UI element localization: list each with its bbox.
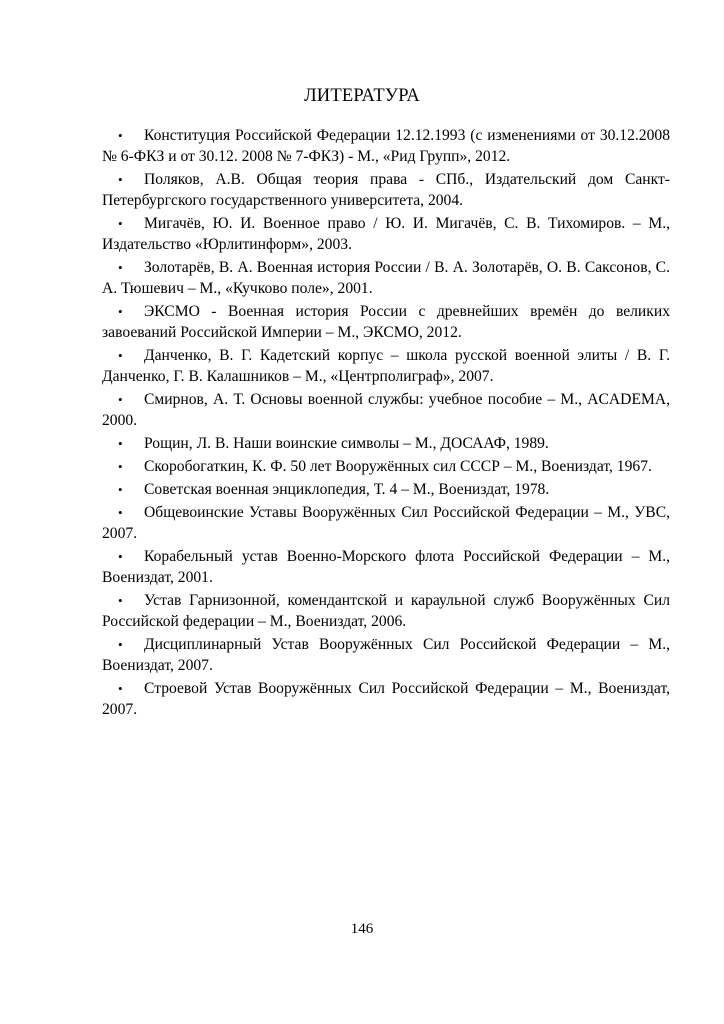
reference-text: Золотарёв, В. А. Военная история России / В. А. Золотарёв, О. В. Саксонов, С. А. Тюшевич – М., «Кучково поле», 2001. [102, 259, 670, 297]
reference-item [102, 301, 670, 343]
bullet-icon: • [118, 505, 123, 520]
reference-item [102, 456, 670, 477]
reference-text: Данченко, В. Г. Кадетский корпус – школа русской военной элиты / В. Г. Данченко, Г. В. Калашников – М., «Центрполиграф», 2007. [102, 347, 670, 385]
reference-text: Конституция Российской Федерации 12.12.1993 (с изменениями от 30.12.2008 № 6-ФКЗ и от 30.12. 2008 № 7-ФКЗ) - М., «Рид Групп», 2012. [102, 127, 670, 165]
reference-text: Рощин, Л. В. Наши воинские символы – М., ДОСААФ, 1989. [144, 435, 549, 452]
page-number: 146 [350, 921, 374, 937]
bullet-icon: • [118, 128, 123, 143]
bullet-icon: • [118, 593, 123, 608]
reference-text: Мигачёв, Ю. И. Военное право / Ю. И. Мигачёв, С. В. Тихомиров. – М., Издательство «Юрлитинформ», 2003. [102, 215, 670, 253]
bullet-icon: • [118, 260, 123, 275]
bullet-icon: • [118, 172, 123, 187]
reference-item [102, 678, 670, 720]
bullet-icon: • [118, 304, 123, 319]
reference-item [102, 389, 670, 431]
reference-text: Скоробогаткин, К. Ф. 50 лет Вооружённых сил СССР – М., Воениздат, 1967. [144, 458, 652, 475]
reference-item [102, 502, 670, 544]
reference-item [102, 590, 670, 632]
bullet-icon: • [118, 216, 123, 231]
bullet-icon: • [118, 348, 123, 363]
reference-item [102, 634, 670, 676]
reference-item [102, 546, 670, 588]
reference-text: ЭКСМО - Военная история России с древнейших времён до великих завоеваний Российской Империи – М., ЭКСМО, 2012. [102, 303, 670, 341]
reference-item [102, 479, 670, 500]
reference-item [102, 433, 670, 454]
page-title: ЛИТЕРАТУРА [304, 86, 420, 106]
reference-item [102, 125, 670, 167]
reference-item [102, 345, 670, 387]
reference-list [102, 125, 670, 722]
reference-text: Дисциплинарный Устав Вооружённых Сил Российской Федерации – М., Воениздат, 2007. [102, 636, 670, 674]
bullet-icon: • [118, 549, 123, 564]
bullet-icon: • [118, 637, 123, 652]
reference-text: Корабельный устав Военно-Морского флота Российской Федерации – М., Воениздат, 2001. [102, 548, 670, 586]
reference-text: Строевой Устав Вооружённых Сил Российской Федерации – М., Воениздат, 2007. [102, 680, 670, 718]
reference-text: Устав Гарнизонной, комендантской и караульной служб Вооружённых Сил Российской федерации – М., Воениздат, 2006. [102, 592, 670, 630]
bullet-icon: • [118, 459, 123, 474]
reference-item [102, 213, 670, 255]
bullet-icon: • [118, 392, 123, 407]
reference-text: Советская военная энциклопедия, Т. 4 – М., Воениздат, 1978. [144, 481, 550, 498]
reference-text: Общевоинские Уставы Вооружённых Сил Российской Федерации – М., УВС, 2007. [102, 504, 670, 542]
bullet-icon: • [118, 482, 123, 497]
reference-text: Поляков, А.В. Общая теория права - СПб., Издательский дом Санкт-Петербургского государственного университета, 2004. [102, 171, 670, 209]
bullet-icon: • [118, 436, 123, 451]
bullet-icon: • [118, 681, 123, 696]
reference-item [102, 169, 670, 211]
reference-text: Смирнов, А. Т. Основы военной службы: учебное пособие – М., ACADEMA, 2000. [102, 391, 670, 429]
reference-item [102, 257, 670, 299]
